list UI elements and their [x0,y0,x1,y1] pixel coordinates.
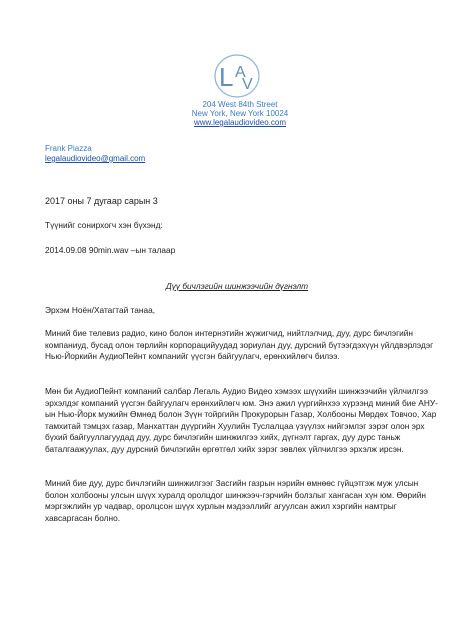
sender-block [45,144,145,164]
website-link[interactable]: www.legalaudiovideo.com [193,118,287,127]
address-line-2: New York, New York 10024 [191,109,289,118]
paragraph-1: Миний бие телевиз радио, кино болон интернэтийн жүжигчид, нийтлэлчид, дуу, дурс бичлэгийн компаниуд, бусад олон төрлийн корпорацийуудад зориулан дуу, дурсний бүтээгдэхүүн үйлдвэрлэдэг Нью-Йоркийн АудиоПейнт компанийг үүсгэн байгуулагч, ерөнхийлөгч билээ. [45,328,434,362]
letter-date: 2017 оны 7 дугаар сарын 3 [45,196,158,206]
address-line-1: 204 West 84th Street [202,100,278,109]
sender-email-link[interactable]: legalaudiovideo@gmail.com [45,154,146,163]
svg-text:V: V [242,76,253,93]
paragraph-3: Миний бие дуу, дурс бичлэгийн шинжилгээг Засгийн газрын нэрийн өмнөөс гүйцэтгэж муж улсын болон холбооны улсын шүүх хуралд оролцдог шинжээч-гэрчийн болзлыг хангасан хүн юм. Өөрийн мэргэжлийн ур чадвар, оролцсон шүүх хурлын мэдээллийг агуулсан ажил хэргийн намтрыг хавсаргасан болно. [45,478,426,523]
sender-name: Frank Piazza [45,144,92,153]
svg-text:L: L [219,62,234,92]
document-title: Дүү бичлэгийн шинжээчийн дүгнэлт [165,281,309,291]
greeting: Эрхэм Ноён/Хатагтай танаа, [45,305,155,315]
reference-line: 2014.09.08 90min.wav –ын талаар [45,245,176,255]
paragraph-2: Мөн би АудиоПейнт компаний салбар Легаль Аудио Видео хэмээх шүүхийн шинжээчийн үйлчилгээ эрхэлдэг компаний үүсгэн байгуулагч ерөнхийлөгч юм. Энэ ажил үүргийнхээ хүрээнд миний бие АНУ-ын Нью-Йорк мужийн Өмнөд болон Зүүн тойргийн Прокурорын Газар, Холбооны Мөрдөх Товчоо, Хар тамхитай тэмцэх газар, Манхаттан дүүргийн Хуулийн Туслалцаа үзүүлэх нийгэмлэг зэрэг олон эрх бүхий байгууллагуудад дуу, дурс бичлэгийн шинжилгээ хийх, дүгнэлт гаргах, дуу дурс таньж баталгаажуулах, дуу дурсний бичлэгийн өргөтгөл хийх зэрэг зөвлөх үйлчилгээ эрхэлж ирсэн. [45,386,438,454]
svg-text:A: A [235,64,246,81]
company-logo [208,52,266,100]
letterhead-address [150,100,330,127]
salutation-to: Түүнийг сонирхогч хэн бүхэнд: [45,220,163,230]
